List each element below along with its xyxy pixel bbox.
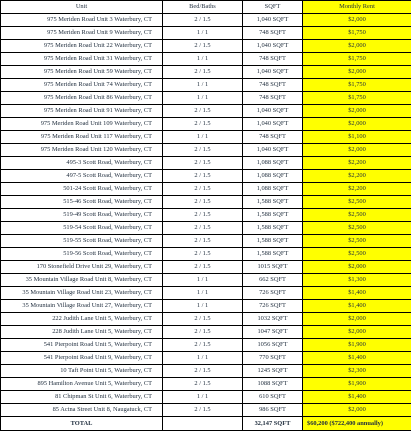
cell-unit: 35 Mountain Village Road Unit 8, Waterbury, CT — [1, 274, 163, 287]
cell-bed-baths: 2 / 1.5 — [163, 209, 243, 222]
cell-sqft: 1056 SQFT — [243, 339, 303, 352]
cell-sqft: 1,040 SQFT — [243, 144, 303, 157]
table-row — [1, 404, 411, 417]
cell-monthly-rent: $1,750 — [303, 92, 411, 105]
cell-bed-baths: 1 / 1 — [163, 92, 243, 105]
cell-sqft: 1,040 SQFT — [243, 66, 303, 79]
cell-bed-baths: 2 / 1.5 — [163, 326, 243, 339]
cell-unit: 501-24 Scott Road, Waterbury, CT — [1, 183, 163, 196]
cell-sqft: 986 SQFT — [243, 404, 303, 417]
cell-unit: 541 Pierpoint Road Unit 5, Waterbury, CT — [1, 339, 163, 352]
cell-unit: 85 Actna Street Unit 8, Naugatuck, CT — [1, 404, 163, 417]
header-unit: Unit — [1, 1, 163, 14]
cell-sqft: 748 SQFT — [243, 79, 303, 92]
cell-sqft: 1088 SQFT — [243, 378, 303, 391]
table-row — [1, 222, 411, 235]
header-sqft: SQFT — [243, 1, 303, 14]
table-row — [1, 66, 411, 79]
table-header — [1, 1, 411, 14]
cell-unit: 975 Meriden Road Unit 109 Waterbury, CT — [1, 118, 163, 131]
cell-bed-baths: 2 / 1.5 — [163, 14, 243, 27]
table-row — [1, 14, 411, 27]
cell-monthly-rent: $1,900 — [303, 339, 411, 352]
cell-sqft: 1,588 SQFT — [243, 235, 303, 248]
total-rent: $60,200 ($722,400 annually) — [303, 417, 411, 431]
cell-bed-baths: 2 / 1.5 — [163, 404, 243, 417]
header-row — [1, 1, 411, 14]
cell-monthly-rent: $1,400 — [303, 391, 411, 404]
total-label: TOTAL — [1, 417, 163, 431]
cell-sqft: 748 SQFT — [243, 53, 303, 66]
cell-unit: 541 Pierpoint Road Unit 9, Waterbury, CT — [1, 352, 163, 365]
cell-sqft: 748 SQFT — [243, 27, 303, 40]
table-row — [1, 235, 411, 248]
table-row — [1, 27, 411, 40]
cell-sqft: 610 SQFT — [243, 391, 303, 404]
cell-monthly-rent: $2,200 — [303, 183, 411, 196]
cell-monthly-rent: $2,500 — [303, 196, 411, 209]
table-body — [1, 14, 411, 417]
table-footer — [1, 417, 411, 431]
cell-bed-baths: 2 / 1.5 — [163, 196, 243, 209]
table-row — [1, 131, 411, 144]
cell-bed-baths: 2 / 1.5 — [163, 105, 243, 118]
cell-unit: 35 Mountain Village Road Unit 23, Waterbury, CT — [1, 287, 163, 300]
cell-monthly-rent: $2,500 — [303, 235, 411, 248]
table-row — [1, 53, 411, 66]
table-row — [1, 144, 411, 157]
cell-bed-baths: 2 / 1.5 — [163, 118, 243, 131]
cell-unit: 228 Judith Lane Unit 5, Waterbury, CT — [1, 326, 163, 339]
table-row — [1, 170, 411, 183]
cell-sqft: 748 SQFT — [243, 92, 303, 105]
cell-sqft: 1,088 SQFT — [243, 170, 303, 183]
table-row — [1, 300, 411, 313]
cell-monthly-rent: $2,500 — [303, 222, 411, 235]
table-row — [1, 79, 411, 92]
cell-bed-baths: 2 / 1.5 — [163, 144, 243, 157]
cell-unit: 10 Taft Point Unit 5, Waterbury, CT — [1, 365, 163, 378]
cell-unit: 495-3 Scott Road, Waterbury, CT — [1, 157, 163, 170]
total-row — [1, 417, 411, 431]
cell-bed-baths: 2 / 1.5 — [163, 339, 243, 352]
cell-monthly-rent: $1,750 — [303, 27, 411, 40]
cell-unit: 975 Meriden Road Unit 31 Waterbury, CT — [1, 53, 163, 66]
cell-unit: 222 Judith Lane Unit 5, Waterbury, CT — [1, 313, 163, 326]
cell-bed-baths: 2 / 1.5 — [163, 248, 243, 261]
cell-bed-baths: 2 / 1.5 — [163, 66, 243, 79]
cell-unit: 895 Hamilton Avenue Unit 5, Waterbury, CT — [1, 378, 163, 391]
table-row — [1, 118, 411, 131]
cell-sqft: 1,040 SQFT — [243, 105, 303, 118]
cell-sqft: 770 SQFT — [243, 352, 303, 365]
cell-unit: 975 Meriden Road Unit 74 Waterbury, CT — [1, 79, 163, 92]
table-row — [1, 209, 411, 222]
cell-sqft: 1,040 SQFT — [243, 14, 303, 27]
table-row — [1, 196, 411, 209]
table-row — [1, 92, 411, 105]
cell-bed-baths: 2 / 1.5 — [163, 261, 243, 274]
cell-bed-baths: 1 / 1 — [163, 53, 243, 66]
cell-monthly-rent: $1,400 — [303, 287, 411, 300]
cell-bed-baths: 2 / 1.5 — [163, 40, 243, 53]
cell-unit: 975 Meriden Road Unit 59 Waterbury, CT — [1, 66, 163, 79]
cell-unit: 170 Stonefield Drive Unit 29, Waterbury, CT — [1, 261, 163, 274]
cell-monthly-rent: $2,000 — [303, 144, 411, 157]
cell-unit: 497-5 Scott Road, Waterbury, CT — [1, 170, 163, 183]
cell-sqft: 1047 SQFT — [243, 326, 303, 339]
cell-bed-baths: 1 / 1 — [163, 300, 243, 313]
cell-sqft: 1,588 SQFT — [243, 248, 303, 261]
cell-monthly-rent: $2,300 — [303, 365, 411, 378]
table-row — [1, 261, 411, 274]
cell-monthly-rent: $1,750 — [303, 79, 411, 92]
cell-bed-baths: 1 / 1 — [163, 391, 243, 404]
table-row — [1, 157, 411, 170]
cell-sqft: 1,588 SQFT — [243, 222, 303, 235]
cell-sqft: 726 SQFT — [243, 287, 303, 300]
cell-sqft: 1015 SQFT — [243, 261, 303, 274]
table-row — [1, 378, 411, 391]
cell-monthly-rent: $2,000 — [303, 404, 411, 417]
table-row — [1, 313, 411, 326]
total-bed-baths — [163, 417, 243, 431]
cell-unit: 975 Meriden Road Unit 120 Waterbury, CT — [1, 144, 163, 157]
cell-sqft: 1,588 SQFT — [243, 196, 303, 209]
cell-sqft: 1,088 SQFT — [243, 157, 303, 170]
cell-unit: 515-46 Scott Road, Waterbury, CT — [1, 196, 163, 209]
table-row — [1, 183, 411, 196]
cell-monthly-rent: $1,900 — [303, 378, 411, 391]
cell-bed-baths: 2 / 1.5 — [163, 170, 243, 183]
total-sqft: 32,147 SQFT — [243, 417, 303, 431]
table-row — [1, 352, 411, 365]
cell-monthly-rent: $2,000 — [303, 118, 411, 131]
cell-bed-baths: 2 / 1.5 — [163, 378, 243, 391]
cell-monthly-rent: $2,500 — [303, 248, 411, 261]
cell-bed-baths: 2 / 1.5 — [163, 183, 243, 196]
cell-monthly-rent: $2,000 — [303, 14, 411, 27]
table-row — [1, 105, 411, 118]
cell-unit: 81 Chipman St Unit 6, Waterbury, CT — [1, 391, 163, 404]
cell-monthly-rent: $2,000 — [303, 261, 411, 274]
cell-bed-baths: 2 / 1.5 — [163, 365, 243, 378]
cell-sqft: 1,040 SQFT — [243, 118, 303, 131]
table-row — [1, 339, 411, 352]
cell-sqft: 1,040 SQFT — [243, 40, 303, 53]
table-row — [1, 274, 411, 287]
cell-bed-baths: 1 / 1 — [163, 274, 243, 287]
header-bed-baths: Bed/Baths — [163, 1, 243, 14]
cell-bed-baths: 1 / 1 — [163, 27, 243, 40]
cell-monthly-rent: $2,200 — [303, 157, 411, 170]
cell-unit: 519-49 Scott Road, Waterbury, CT — [1, 209, 163, 222]
cell-sqft: 1,088 SQFT — [243, 183, 303, 196]
cell-unit: 519-56 Scott Road, Waterbury, CT — [1, 248, 163, 261]
cell-unit: 975 Meriden Road Unit 9 Waterbury, CT — [1, 27, 163, 40]
cell-unit: 975 Meriden Road Unit 91 Waterbury, CT — [1, 105, 163, 118]
cell-monthly-rent: $1,400 — [303, 352, 411, 365]
cell-monthly-rent: $1,100 — [303, 131, 411, 144]
cell-unit: 519-54 Scott Road, Waterbury, CT — [1, 222, 163, 235]
cell-monthly-rent: $2,000 — [303, 105, 411, 118]
cell-monthly-rent: $1,300 — [303, 274, 411, 287]
cell-monthly-rent: $2,000 — [303, 313, 411, 326]
table-row — [1, 365, 411, 378]
cell-monthly-rent: $2,000 — [303, 326, 411, 339]
table-row — [1, 40, 411, 53]
cell-bed-baths: 1 / 1 — [163, 79, 243, 92]
cell-sqft: 1,588 SQFT — [243, 209, 303, 222]
cell-sqft: 1032 SQFT — [243, 313, 303, 326]
header-monthly-rent: Monthly Rent — [303, 1, 411, 14]
cell-monthly-rent: $2,200 — [303, 170, 411, 183]
cell-monthly-rent: $2,000 — [303, 40, 411, 53]
cell-bed-baths: 1 / 1 — [163, 287, 243, 300]
cell-unit: 975 Meriden Road Unit 22 Waterbury, CT — [1, 40, 163, 53]
cell-bed-baths: 2 / 1.5 — [163, 235, 243, 248]
cell-unit: 975 Meriden Road Unit 117 Waterbury, CT — [1, 131, 163, 144]
cell-monthly-rent: $2,500 — [303, 209, 411, 222]
cell-monthly-rent: $2,000 — [303, 66, 411, 79]
cell-sqft: 748 SQFT — [243, 131, 303, 144]
cell-sqft: 662 SQFT — [243, 274, 303, 287]
cell-unit: 975 Meriden Road Unit 86 Waterbury, CT — [1, 92, 163, 105]
table-row — [1, 287, 411, 300]
cell-monthly-rent: $1,400 — [303, 300, 411, 313]
cell-unit: 35 Mountain Village Road Unit 27, Waterbury, CT — [1, 300, 163, 313]
cell-unit: 519-55 Scott Road, Waterbury, CT — [1, 235, 163, 248]
cell-bed-baths: 2 / 1.5 — [163, 313, 243, 326]
cell-monthly-rent: $1,750 — [303, 53, 411, 66]
cell-sqft: 1245 SQFT — [243, 365, 303, 378]
cell-unit: 975 Meriden Road Unit 3 Waterbury, CT — [1, 14, 163, 27]
table-row — [1, 248, 411, 261]
cell-bed-baths: 1 / 1 — [163, 131, 243, 144]
table-row — [1, 326, 411, 339]
cell-bed-baths: 2 / 1.5 — [163, 222, 243, 235]
cell-bed-baths: 2 / 1.5 — [163, 157, 243, 170]
cell-sqft: 726 SQFT — [243, 300, 303, 313]
cell-bed-baths: 1 / 1 — [163, 352, 243, 365]
